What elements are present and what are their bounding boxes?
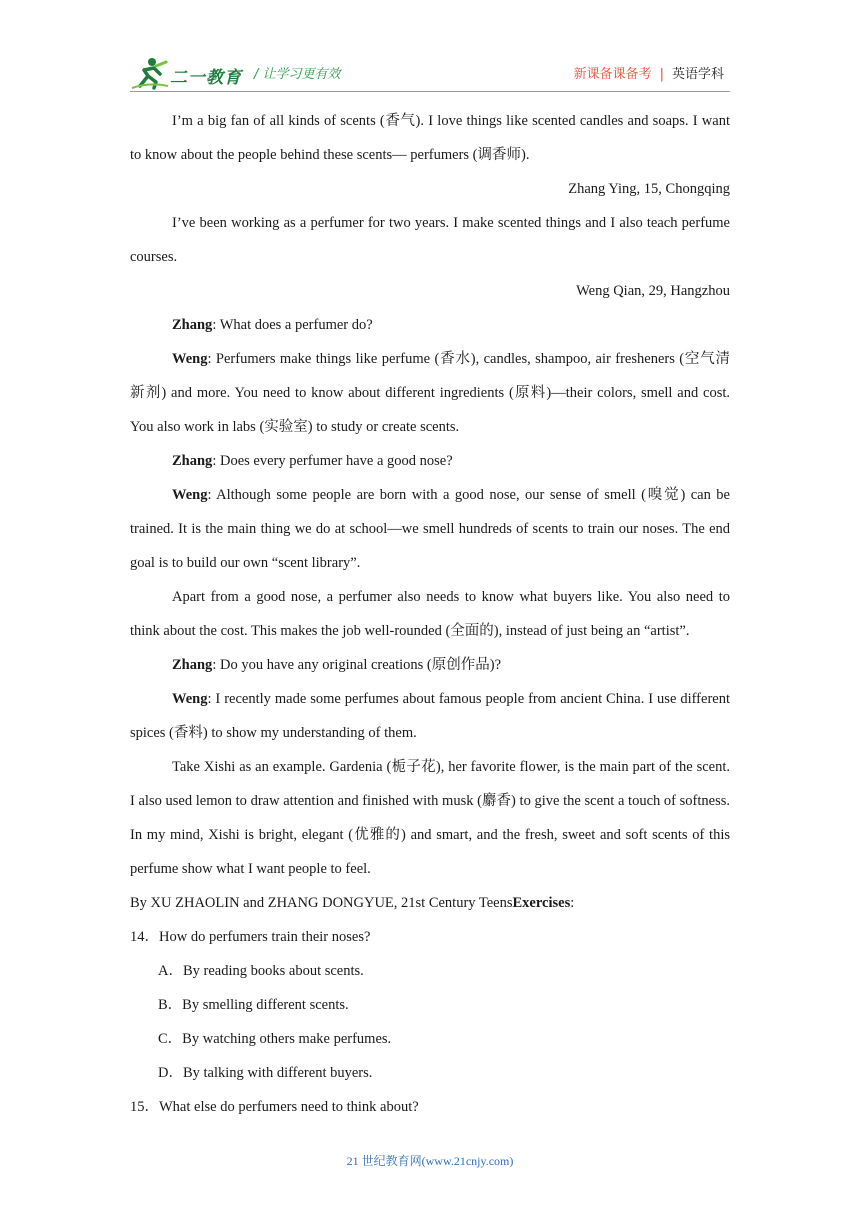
- runner-logo-icon: [130, 56, 170, 90]
- option-d: D．By talking with different buyers.: [158, 1065, 373, 1081]
- exercises-colon: :: [570, 895, 575, 911]
- speaker-weng: Weng: [172, 487, 208, 503]
- speaker-zhang: Zhang: [172, 453, 213, 469]
- dialogue-a3-continued: Take Xishi as an example. Gardenia (栀子花), her favorite flower, is the main part of the scent. I also used lemon to draw attention and finished with musk (麝香) to give the scent a touch of softness. In my mind, Xishi is bright, elegant (优雅的) and smart, and the fresh, sweet and soft scents of this perfume show what I want people to feel.: [130, 759, 730, 877]
- speaker-zhang: Zhang: [172, 657, 213, 673]
- option-b: B．By smelling different scents.: [158, 997, 349, 1013]
- page-header: [130, 56, 730, 92]
- dialogue-text: : Perfumers make things like perfume (香水), candles, shampoo, air fresheners (空气清新剂) and more. You need to know about different ingredients (原料)—their colors, smell and cost. You also work in labs (实验室) to study or create scents.: [130, 351, 730, 435]
- option-c: C．By watching others make perfumes.: [158, 1031, 392, 1047]
- dialogue-text: : I recently made some perfumes about famous people from ancient China. I use different spices (香料) to show my understanding of them.: [130, 691, 730, 741]
- byline: By XU ZHAOLIN and ZHANG DONGYUE, 21st Century Teens: [130, 895, 513, 911]
- dialogue-text: : Although some people are born with a good nose, our sense of smell (嗅觉) can be trained. It is the main thing we do at school—we smell hundreds of scents to train our noses. The end goal is to build our own “scent library”.: [130, 487, 730, 571]
- intro-paragraph-2: I’ve been working as a perfumer for two years. I make scented things and I also teach perfume courses.: [130, 215, 730, 265]
- dialogue-q3: [130, 648, 730, 682]
- intro-paragraph-1: I’m a big fan of all kinds of scents (香气). I love things like scented candles and soaps. I want to know about the people behind these scents— perfumers (调香师).: [130, 113, 730, 163]
- dialogue-text: : Do you have any original creations (原创作品)?: [212, 657, 502, 673]
- dialogue-q1: [130, 308, 730, 342]
- exercises-label: Exercises: [512, 895, 571, 911]
- slogan: / 让学习更有效: [254, 67, 341, 82]
- signature-weng: Weng Qian, 29, Hangzhou: [576, 283, 730, 299]
- speaker-zhang: Zhang: [172, 317, 213, 333]
- question-15: 15．What else do perfumers need to think about?: [130, 1099, 419, 1115]
- dialogue-a1: [130, 342, 730, 444]
- header-course-label: 新课备课备考: [573, 67, 652, 82]
- dialogue-a2: [130, 478, 730, 580]
- logo-text: 二一教育: [170, 68, 242, 88]
- option-a: A．By reading books about scents.: [158, 963, 364, 979]
- signature-zhang: Zhang Ying, 15, Chongqing: [568, 181, 730, 197]
- header-separator: |: [659, 67, 664, 82]
- header-subject-label: 英语学科: [671, 67, 724, 82]
- byline-exercises: [130, 886, 730, 920]
- dialogue-text: : Does every perfumer have a good nose?: [212, 453, 453, 469]
- header-subject: [574, 63, 724, 82]
- speaker-weng: Weng: [172, 351, 208, 367]
- header-divider: [130, 91, 730, 92]
- speaker-weng: Weng: [172, 691, 208, 707]
- dialogue-a3: [130, 682, 730, 750]
- dialogue-text: : What does a perfumer do?: [212, 317, 373, 333]
- question-14: 14．How do perfumers train their noses?: [130, 929, 371, 945]
- article-body: [130, 104, 730, 1124]
- page-footer: 21 世纪教育网(www.21cnjy.com): [346, 1154, 514, 1168]
- dialogue-q2: [130, 444, 730, 478]
- dialogue-a2-continued: Apart from a good nose, a perfumer also needs to know what buyers like. You also need to think about the cost. This makes the job well-rounded (全面的), instead of just being an “artist”.: [130, 589, 730, 639]
